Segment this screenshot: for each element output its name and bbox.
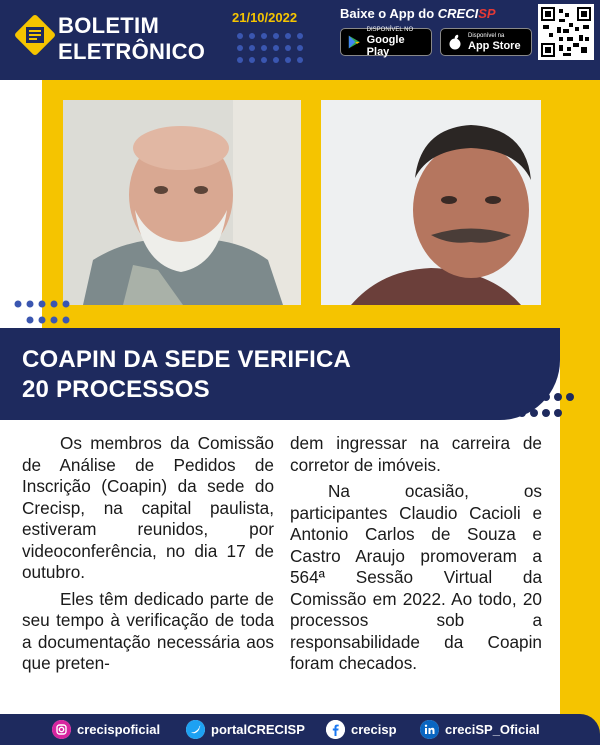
decorative-dots-icon <box>518 392 582 420</box>
instagram-icon <box>52 720 71 739</box>
app-store-button[interactable]: Disponível na App Store <box>440 28 532 56</box>
article-title: COAPIN DA SEDE VERIFICA 20 PROCESSOS <box>22 346 352 403</box>
article-paragraph: Os membros da Comissão de Análise de Pedidos de Inscrição (Coapin) da sede do Crecisp, na capital paulista, estiveram reunidos, por videoconferência, no dia 17 de outubro. <box>22 433 274 582</box>
article-column-left <box>22 433 274 675</box>
instagram-link[interactable]: crecispoficial <box>52 720 160 739</box>
qr-code-icon[interactable] <box>538 4 594 60</box>
facebook-link[interactable]: crecisp <box>326 720 397 739</box>
google-play-button[interactable]: DISPONÍVEL NO Google Play <box>340 28 432 56</box>
decorative-dots-icon <box>14 300 78 328</box>
google-play-icon <box>347 34 362 50</box>
apple-icon <box>447 34 463 50</box>
twitter-link[interactable]: portalCRECISP <box>186 720 305 739</box>
article-paragraph: Na ocasião, os participantes Claudio Cacioli e Antonio Carlos de Souza e Castro Araujo promoveram a 564ª Sessão Virtual da Comissão em 2022. Ao todo, 20 processos sob a responsabilidade da Coapin foram checados. <box>290 481 542 673</box>
facebook-icon <box>326 720 345 739</box>
app-promo-text: Baixe o App do CRECISP <box>340 6 496 21</box>
decorative-dots-icon <box>236 32 308 64</box>
article-column-right <box>290 433 542 675</box>
participant-photo-claudio <box>63 100 301 305</box>
issue-date: 21/10/2022 <box>232 10 298 25</box>
article-paragraph: dem ingressar na carreira de corretor de imóveis. <box>290 433 542 475</box>
newsletter-logo-icon <box>14 14 58 58</box>
newsletter-logo-text: BOLETIM ELETRÔNICO <box>58 13 206 64</box>
article-paragraph: Eles têm dedicado parte de seu tempo à verificação de toda a documentação necessária aos que preten- <box>22 588 274 673</box>
twitter-icon <box>186 720 205 739</box>
linkedin-link[interactable]: creciSP_Oficial <box>420 720 540 739</box>
participant-photo-antonio <box>321 100 541 305</box>
linkedin-icon <box>420 720 439 739</box>
